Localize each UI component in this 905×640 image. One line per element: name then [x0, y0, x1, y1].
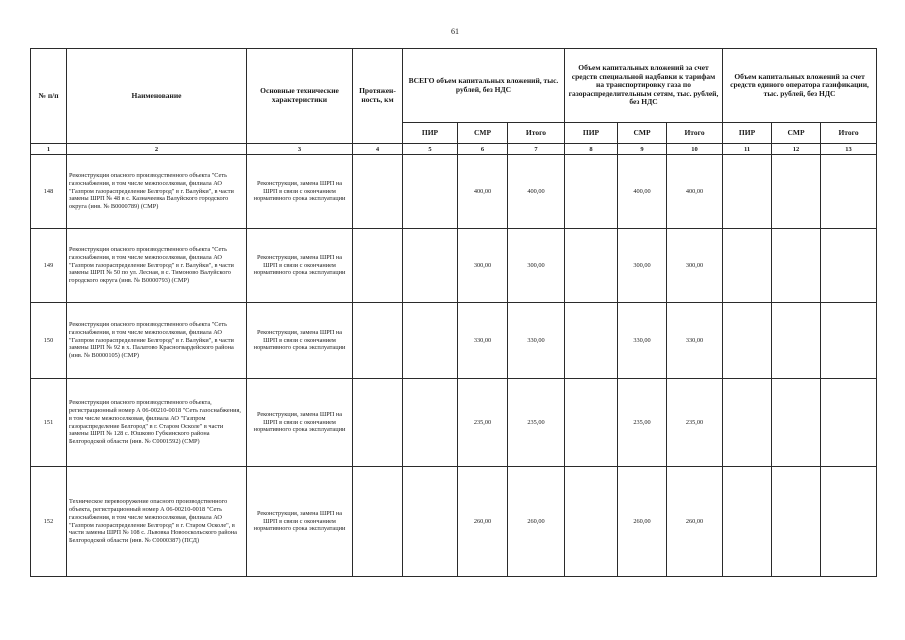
special-itogo-cell: 330,00	[667, 303, 723, 379]
row-number: 148	[31, 155, 67, 229]
column-number: 13	[821, 144, 877, 155]
total-itogo-cell: 330,00	[508, 303, 565, 379]
special-itogo-cell: 300,00	[667, 229, 723, 303]
header-special-itogo: Итого	[667, 123, 723, 144]
header-total-pir: ПИР	[403, 123, 458, 144]
header-total-smr: СМР	[458, 123, 508, 144]
column-number: 9	[618, 144, 667, 155]
column-number: 4	[353, 144, 403, 155]
table-row	[31, 303, 877, 379]
total-smr-cell: 260,00	[458, 467, 508, 577]
special-smr-cell: 300,00	[618, 229, 667, 303]
special-smr-cell: 235,00	[618, 379, 667, 467]
total-smr-cell: 400,00	[458, 155, 508, 229]
special-pir-cell	[565, 229, 618, 303]
column-number: 1	[31, 144, 67, 155]
total-itogo-cell: 235,00	[508, 379, 565, 467]
column-number-row	[31, 144, 877, 155]
page-number: 61	[451, 27, 459, 36]
header-special-smr: СМР	[618, 123, 667, 144]
table-row	[31, 467, 877, 577]
special-pir-cell	[565, 467, 618, 577]
operator-smr-cell	[772, 155, 821, 229]
header-operator-smr: СМР	[772, 123, 821, 144]
object-name: Реконструкция опасного производственного объекта "Сеть газоснабжения, в том числе межпоселковая, филиала АО "Газпром газораспределение Белгород" в г. Валуйки", в части замены ШРП № 92 в х. Палатово Красногвардейского района (инв. № В0000105) (СМР)	[67, 303, 247, 379]
operator-smr-cell	[772, 229, 821, 303]
length-cell	[353, 155, 403, 229]
special-smr-cell: 400,00	[618, 155, 667, 229]
row-number: 151	[31, 379, 67, 467]
investment-table	[30, 48, 877, 577]
object-name: Техническое перевооружение опасного производственного объекта, регистрационный номер А 06-00210-0018 "Сеть газоснабжения, в том числе межпоселковая, филиала АО "Газпром газораспределение Белгород" в г. Старом Осколе", в части замены ШРП № 108 с. Львовка Новооскольского района Белгородской области (инв. № С0000387) (ПСД)	[67, 467, 247, 577]
operator-itogo-cell	[821, 303, 877, 379]
header-operator-group: Объем капитальных вложений за счет средств единого оператора газификации, тыс. рублей, без НДС	[723, 49, 877, 123]
length-cell	[353, 467, 403, 577]
operator-smr-cell	[772, 303, 821, 379]
total-smr-cell: 330,00	[458, 303, 508, 379]
object-name: Реконструкция опасного производственного объекта "Сеть газоснабжения, в том числе межпоселковая, филиала АО "Газпром газораспределение Белгород" в г. Валуйки", в части замены ШРП № 48 в с. Казначеевка Валуйского городского округа (инв. № В0000789) (СМР)	[67, 155, 247, 229]
header-operator-pir: ПИР	[723, 123, 772, 144]
row-number: 149	[31, 229, 67, 303]
header-total-group: ВСЕГО объем капитальных вложений, тыс. рублей, без НДС	[403, 49, 565, 123]
special-itogo-cell: 235,00	[667, 379, 723, 467]
object-characteristics: Реконструкция, замена ШРП на ШРП в связи с окончанием нормативного срока эксплуатации	[247, 229, 353, 303]
column-number: 6	[458, 144, 508, 155]
special-pir-cell	[565, 379, 618, 467]
column-number: 10	[667, 144, 723, 155]
header-length: Протяжен-ность, км	[353, 49, 403, 144]
object-characteristics: Реконструкция, замена ШРП на ШРП в связи с окончанием нормативного срока эксплуатации	[247, 467, 353, 577]
special-smr-cell: 330,00	[618, 303, 667, 379]
operator-smr-cell	[772, 467, 821, 577]
column-number: 8	[565, 144, 618, 155]
operator-pir-cell	[723, 467, 772, 577]
header-name: Наименование	[67, 49, 247, 144]
header-special-pir: ПИР	[565, 123, 618, 144]
object-characteristics: Реконструкция, замена ШРП на ШРП в связи с окончанием нормативного срока эксплуатации	[247, 155, 353, 229]
row-number: 152	[31, 467, 67, 577]
total-itogo-cell: 260,00	[508, 467, 565, 577]
operator-pir-cell	[723, 229, 772, 303]
special-itogo-cell: 260,00	[667, 467, 723, 577]
special-pir-cell	[565, 155, 618, 229]
operator-itogo-cell	[821, 379, 877, 467]
column-number: 12	[772, 144, 821, 155]
total-itogo-cell: 400,00	[508, 155, 565, 229]
total-pir-cell	[403, 467, 458, 577]
operator-itogo-cell	[821, 155, 877, 229]
length-cell	[353, 229, 403, 303]
total-pir-cell	[403, 155, 458, 229]
total-itogo-cell: 300,00	[508, 229, 565, 303]
special-pir-cell	[565, 303, 618, 379]
object-name: Реконструкция опасного производственного объекта, регистрационный номер А 06-00210-0018 "Сеть газоснабжения, в том числе межпоселковая, филиала АО "Газпром газораспределение Белгород" в г. Старом Осколе" в части замены ШРП № 128 с. Юшково Губкинского района Белгородской области (инв. № С0001592) (СМР)	[67, 379, 247, 467]
operator-pir-cell	[723, 155, 772, 229]
column-number: 11	[723, 144, 772, 155]
length-cell	[353, 379, 403, 467]
length-cell	[353, 303, 403, 379]
header-num: № п/п	[31, 49, 67, 144]
object-characteristics: Реконструкция, замена ШРП на ШРП в связи с окончанием нормативного срока эксплуатации	[247, 379, 353, 467]
total-smr-cell: 300,00	[458, 229, 508, 303]
operator-pir-cell	[723, 379, 772, 467]
object-characteristics: Реконструкция, замена ШРП на ШРП в связи с окончанием нормативного срока эксплуатации	[247, 303, 353, 379]
operator-pir-cell	[723, 303, 772, 379]
operator-itogo-cell	[821, 229, 877, 303]
table-row	[31, 379, 877, 467]
object-name: Реконструкция опасного производственного объекта "Сеть газоснабжения, в том числе межпоселковая, филиала АО "Газпром газораспределение Белгород" в г. Валуйки", в части замены ШРП № 50 по ул. Лесная, в с. Тимоново Валуйского городского округа (инв. № В0000793) (СМР)	[67, 229, 247, 303]
operator-itogo-cell	[821, 467, 877, 577]
special-smr-cell: 260,00	[618, 467, 667, 577]
column-number: 2	[67, 144, 247, 155]
table-row	[31, 229, 877, 303]
header-special-group: Объем капитальных вложений за счет средств специальной надбавки к тарифам на транспортировку газа по газораспределительным сетям, тыс. рублей, без НДС	[565, 49, 723, 123]
header-operator-itogo: Итого	[821, 123, 877, 144]
row-number: 150	[31, 303, 67, 379]
header-row	[31, 49, 877, 123]
total-pir-cell	[403, 303, 458, 379]
header-characteristics: Основные технические характеристики	[247, 49, 353, 144]
header-total-itogo: Итого	[508, 123, 565, 144]
special-itogo-cell: 400,00	[667, 155, 723, 229]
total-pir-cell	[403, 379, 458, 467]
column-number: 3	[247, 144, 353, 155]
column-number: 7	[508, 144, 565, 155]
total-smr-cell: 235,00	[458, 379, 508, 467]
total-pir-cell	[403, 229, 458, 303]
column-number: 5	[403, 144, 458, 155]
table-row	[31, 155, 877, 229]
operator-smr-cell	[772, 379, 821, 467]
